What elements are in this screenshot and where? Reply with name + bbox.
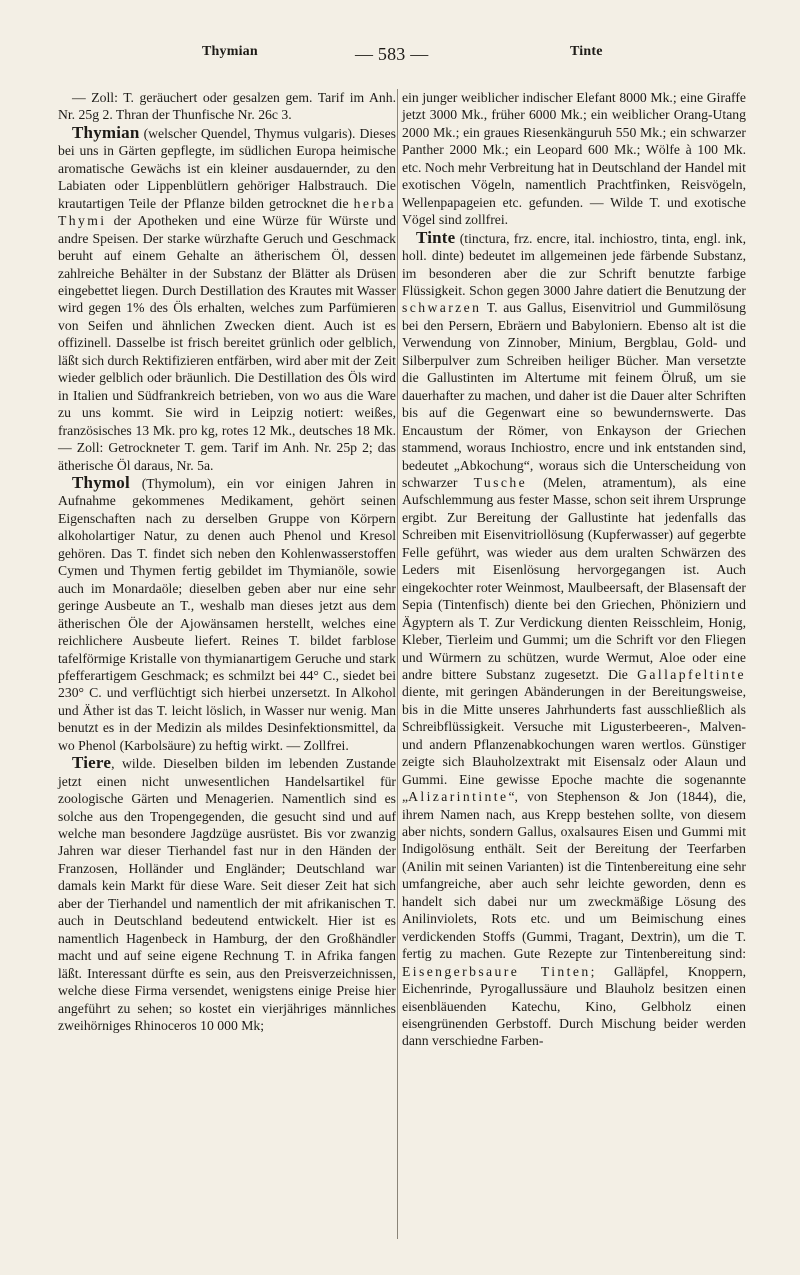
header-right-word: Tinte bbox=[570, 44, 603, 59]
entry-tiere bbox=[58, 754, 396, 1034]
entry-text: der Apotheken und eine Würze für Würste und andre Speisen. Der starke würzhafte Geruch und Geschmack beruht auf einem Gehalte an ätherischem Öl, dessen zahlreiche Behälter in der Substanz der Blätter als Drüsen eingebettet liegen. Durch Destillation des Krautes mit Wasser wird gegen 1% des Öls erhalten, welches zum Parfümieren von Seifen und ähnlichen Zwecken dient. Auch ist es offizinell. Dasselbe ist frisch bereitet grünlich oder gelblich, läßt sich durch Rektifizieren entfärben, wird aber mit der Zeit wieder gelblich oder bräunlich. Die Destillation des Öls wird in Italien und Südfrankreich betrieben, von wo aus die Ware zu uns kommt. Sie wird in Leipzig notiert: weißes, französisches 13 Mk. pro kg, rotes 12 Mk., deutsches 18 Mk. — Zoll: Getrockneter T. gem. Tarif im Anh. Nr. 25p 2; das ätherische Öl daraus, Nr. 5a. bbox=[58, 213, 396, 473]
entry-keyword: Tiere bbox=[72, 753, 112, 773]
entry-tinte bbox=[402, 229, 746, 1050]
spaced-term: Eisengerbsaure Tinten bbox=[402, 963, 591, 979]
left-column bbox=[58, 89, 396, 1034]
spaced-term: schwarzen bbox=[402, 300, 482, 316]
spaced-term: Tusche bbox=[473, 474, 528, 490]
spaced-term: herba Thymi bbox=[58, 195, 396, 229]
paragraph-continuation bbox=[402, 89, 746, 229]
paragraph-continuation bbox=[58, 89, 396, 124]
entry-keyword: Thymian bbox=[72, 122, 140, 142]
spaced-term: Gallapfeltinte bbox=[637, 666, 746, 682]
entry-text: (welscher Quendel, Thymus vulgaris). Dieses bei uns in Gärten gepflegte, im südlichen Europa heimische aromatische Gewächs ist ein kleiner ausdauernder, zu den Labiaten oder Lippenblütlern gehöriger Halbstrauch. Die krautartigen Teile der Pflanze bilden getrocknet die bbox=[58, 125, 396, 211]
spaced-term: Alizarintinte bbox=[408, 789, 509, 805]
entry-text: , wilde. Dieselben bilden im lebenden Zustande jetzt einen nicht unwesentlichen Handelsartikel für zoologische Gärten und Menagerien. Namentlich sind es solche aus den Tropengegenden, die gesucht sind und auf welche man besondere Jagdzüge ausrüstet. Bis vor zwanzig Jahren war dieser Tierhandel fast nur in den Händen der Franzosen, Holländer und Engländer; Deutschland war damals kein Markt für diese Ware. Seit dieser Zeit hat sich aber der Tierhandel und namentlich der mit afrikanischen T. auch in Deutschland bedeutend entwickelt. Hier ist es namentlich Hagenbeck in Hamburg, der den Großhändler macht und auf seine eigene Rechnung T. in Afrika fangen läßt. Interessant dürfte es sein, aus den Preisverzeichnissen, welche diese Firma versendet, wenigstens einige Preise hier angeführt zu sehen; so kostet ein vierjähriges männliches zweihörniges Rhinoceros 10 000 Mk; bbox=[58, 756, 396, 1034]
entry-thymian bbox=[58, 124, 396, 474]
entry-keyword: Thymol bbox=[72, 472, 130, 492]
running-header bbox=[60, 44, 746, 74]
entry-text: (Thymolum), ein vor einigen Jahren in Aufnahme gekommenes Medikament, gehört seinen Eigenschaften nach zu derselben Gruppe von Körpern alkoholartiger Natur, zu denen auch Phenol und Kresol gehören. Das T. findet sich neben den Kohlenwasserstoffen Cymen und Thymen fertig gebildet im Thymianöle, sowie auch im Monardaöle; dieselben geben aber nur eine sehr geringe Ausbeute an T., weshalb man dieses jetzt aus dem ätherischen Öle der Ajowänsamen herstellt, welches eine reichlichere Ausbeute liefert. Reines T. bildet farblose tafelförmige Kristalle von thymianartigem Geruche und stark pfefferartigem Geschmack; es schmilzt bei 44° C., siedet bei 230° C. und verflüchtigt sich hierbei unzersetzt. In Alkohol und Äther ist das T. leicht löslich, in Wasser nur wenig. Man benutzt es in der Medizin als mildes Desinfektionsmittel, da wo Phenol (Karbolsäure) zu heftig wirkt. — Zollfrei. bbox=[58, 475, 396, 753]
entry-text: T. aus Gallus, Eisenvitriol und Gummilösung bei den Persern, Ebräern und Babyloniern. Ebenso alt ist die Verwendung von Zinnober, Minium, Bergblau, Gold- und Silberpulver zum Schreiben heiliger Bücher. Man versetzte die Gallustinten im Altertume mit feinem Ölruß, um sie dauerhafter zu machen, und daher ist die Dauer alter Schriften bis auf die Gegenwart eine so bewundernswerte. Das Encaustum der Römer, von Enkayson der Griechen stammend, woraus Inchiostro, encre und ink entstanden sind, bedeutet „Abkochung“, woraus sich die Unterscheidung von schwarzer bbox=[402, 300, 746, 490]
entry-keyword: Tinte bbox=[416, 227, 456, 247]
entry-text: ; Galläpfel, Knoppern, Eichenrinde, Pyrogallussäure und Blauholz besitzen einen eisenbläuenden Katechu, Kino, Gelbholz einen eisengrünenden Gerbstoff. Durch Mischung beider werden dann verschiedne Farben- bbox=[402, 963, 746, 1049]
entry-text: “, von Stephenson & Jon (1844), die, ihrem Namen nach, aus Krepp bestehen sollte, von diesem aber nichts, sondern Gallus, oxalsaures Eisen und Gummi mit Indigolösung enthält. Seit der Bereitung der Teerfarben (Anilin mit seinen Varianten) ist die Tintenbereitung eine sehr umfangreiche, aber auch sehr leichte geworden, denn es handelt sich dabei nur um zweckmäßige Lösung des Anilinviolets, Rots etc. und um Beimischung eines verdickenden Stoffs (Gummi, Tragant, Dextrin), um die T. fertig zu machen. Gute Rezepte zur Tintenbereitung sind: bbox=[402, 789, 746, 962]
paragraph-text: — Zoll: T. geräuchert oder gesalzen gem. Tarif im Anh. Nr. 25g 2. Thran der Thunfische Nr. 26c 3. bbox=[58, 90, 396, 123]
page-number: — 583 — bbox=[355, 44, 429, 64]
column-divider bbox=[397, 89, 398, 1239]
right-column bbox=[402, 89, 746, 1050]
entry-text: diente, mit geringen Abänderungen in der Bereitungsweise, bis in die Mitte unseres Jahrhunderts fast ausschließlich als Schreibflüssigkeit. Versuche mit Ligusterbeeren-, Malven- und andern Pflanzenabkochungen waren wertlos. Günstiger zeigte sich Blauholzextrakt mit Eisensalz oder Alaun und Gummi. Eine gewisse Epoche machte die sogenannte „ bbox=[402, 684, 746, 805]
entry-thymol bbox=[58, 474, 396, 754]
paragraph-text: ein junger weiblicher indischer Elefant 8000 Mk.; eine Giraffe jetzt 3000 Mk., früher 6000 Mk.; ein weiblicher Orang-Utang 2000 Mk.; ein graues Riesenkänguruh 550 Mk.; ein schwarzer Panther 2000 Mk.; ein Leopard 600 Mk.; Wölfe à 100 Mk. etc. Noch mehr Verbreitung hat in Deutschland der Handel mit exotischen Vögeln, namentlich Prachtfinken, Reisvögeln, Wellenpapageien etc. gefunden. — Wilde T. und exotische Vögel sind zollfrei. bbox=[402, 90, 746, 228]
entry-text: (tinctura, frz. encre, ital. inchiostro, tinta, engl. ink, holl. dinte) bedeutet im allgemeinen jede färbende Substanz, im besonderen aber die zur Schrift benutzte farbige Flüssigkeit. Schon gegen 3000 Jahre datiert die Benutzung der bbox=[402, 230, 746, 298]
header-left-word: Thymian bbox=[202, 44, 258, 59]
entry-text: (Melen, atramentum), als eine Aufschlemmung aus fester Masse, schon seit ihrem Ursprunge ergibt. Zur Bereitung der Gallustinte hat jedenfalls das Schreiben mit Eisenvitriollösung (Kupferwasser) auf gegerbte Felle geführt, was wieder aus dem uralten Schwärzen des Leders mit Eisenlösung hervorgegangen ist. Auch eingekochter roter Weinmost, Maulbeersaft, der Blasensaft der Sepia (Tintenfisch) diente bei den Griechen, Phöniziern und Ägyptern als T. Zur Verdickung dienten Reisschleim, Honig, Kleber, Tierleim und Gummi; um die Schrift vor den Fliegen und Würmern zu schützen, wurde Wermut, Aloe oder eine andre bittere Substanz zugesetzt. Die bbox=[402, 474, 746, 682]
